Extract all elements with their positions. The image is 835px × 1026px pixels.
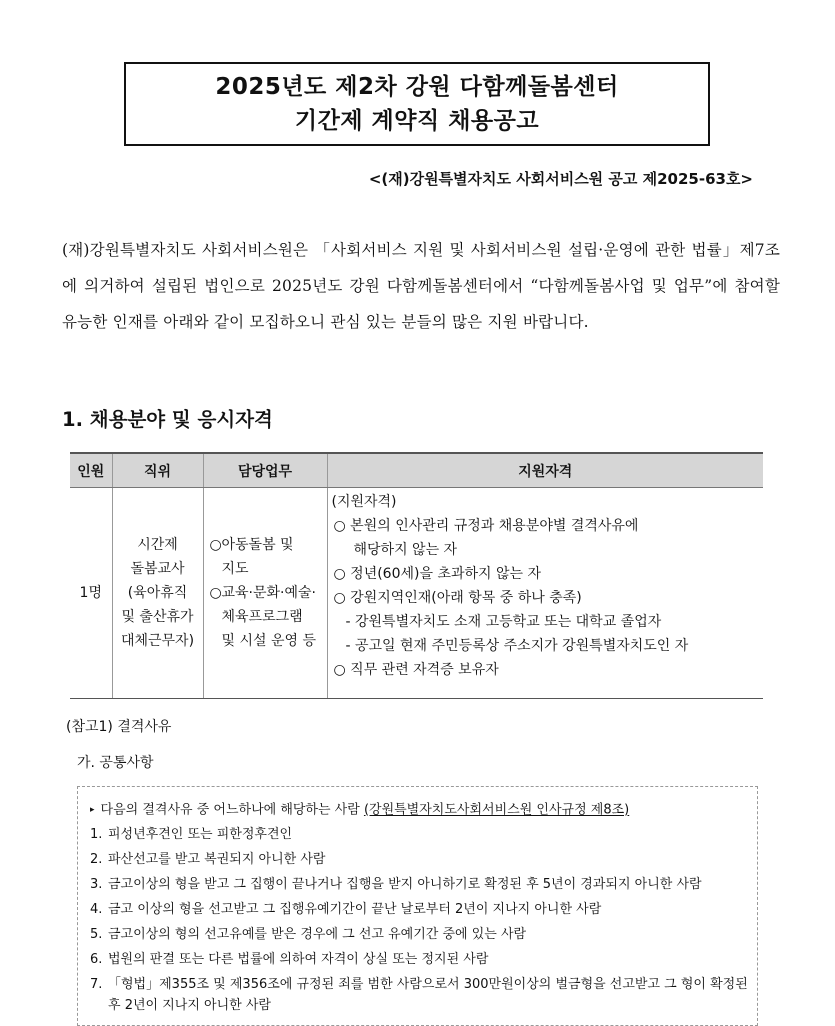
cell-qualifications — [327, 488, 763, 699]
list-item — [90, 897, 749, 922]
item-number: 7. — [90, 976, 103, 992]
position-line: 및 출산휴가 — [121, 609, 194, 625]
cell-position — [112, 488, 203, 699]
notice-number: <(재)강원특별자치도 사회서비스원 공고 제2025-63호> — [368, 170, 753, 188]
title-line-1: 2025년도 제2차 강원 다함께돌봄센터 — [215, 74, 619, 100]
item-number: 3. — [90, 876, 103, 892]
duty-line: 아동돌봄 및 — [221, 537, 294, 553]
intro-paragraph: (재)강원특별자치도 사회서비스원은 「사회서비스 지원 및 사회서비스원 설립·운영에 관한 법률」제7조에 의거하여 설립된 법인으로 2025년도 강원 다함께돌봄센터에서 “다함께돌봄사업 및 업무”에 참여할 유능한 인재를 아래와 같이 모집하오니 관심 있는 분들의 많은 지원 바랍니다. — [62, 241, 780, 331]
cell-count: 1명 — [70, 488, 112, 699]
item-number: 4. — [90, 901, 103, 917]
circle-bullet-icon: ○ — [209, 537, 222, 553]
list-item — [90, 822, 749, 847]
qualification-item: ○ 본원의 인사관리 규정과 채용분야별 결격사유에 — [333, 518, 639, 534]
header-count: 인원 — [70, 453, 112, 488]
box-heading — [90, 799, 749, 822]
position-line: 대체근무자) — [120, 633, 195, 649]
qualification-item: ○ 강원지역인재(아래 항목 중 하나 충족) — [333, 590, 582, 606]
header-duties: 담당업무 — [203, 453, 327, 488]
item-text: 금고이상의 형을 받고 그 집행이 끝나거나 집행을 받지 아니하기로 확정된 후 5년이 경과되지 아니한 사람 — [108, 876, 702, 892]
list-item — [90, 872, 749, 897]
circle-bullet-icon: ○ — [209, 585, 222, 601]
list-item — [90, 922, 749, 947]
item-text: 금고 이상의 형을 선고받고 그 집행유예기간이 끝난 날로부터 2년이 지나지 아니한 사람 — [108, 901, 602, 917]
item-text: 피성년후견인 또는 피한정후견인 — [108, 826, 293, 842]
box-heading-text: 다음의 결격사유 중 어느하나에 해당하는 사람 — [100, 802, 364, 818]
item-text: 「형법」제355조 및 제356조에 규정된 죄를 범한 사람으로서 300만원이상의 벌금형을 선고받고 그 형이 확정된 후 2년이 지나지 아니한 사람 — [108, 976, 748, 1013]
regulation-reference: (강원특별자치도사회서비스원 인사규정 제8조) — [363, 802, 630, 818]
list-item — [90, 974, 749, 1016]
item-number: 5. — [90, 926, 103, 942]
list-item — [90, 847, 749, 872]
qualification-item: ○ 직무 관련 자격증 보유자 — [333, 662, 499, 678]
reference-subtitle: 가. 공통사항 — [77, 755, 154, 771]
section-heading: 1. 채용분야 및 응시자격 — [62, 408, 273, 431]
item-number: 1. — [90, 826, 103, 842]
recruitment-table — [70, 452, 763, 699]
position-line: (육아휴직 — [127, 585, 188, 601]
item-number: 2. — [90, 851, 103, 867]
cell-duties — [203, 488, 327, 699]
header-position: 직위 — [112, 453, 203, 488]
duty-line: 교육·문화·예술· — [221, 585, 316, 601]
duty-item — [210, 581, 323, 653]
qualification-subitem: - 강원특별자치도 소재 고등학교 또는 대학교 졸업자 — [345, 614, 662, 630]
qualification-intro: (지원자격) — [331, 494, 397, 510]
duty-line: 및 시설 운영 등 — [221, 633, 316, 649]
item-text: 파산선고를 받고 복권되지 아니한 사람 — [108, 851, 326, 867]
qualification-item: ○ 정년(60세)을 초과하지 않는 자 — [333, 566, 542, 582]
position-line: 시간제 — [137, 537, 178, 553]
duty-item — [210, 533, 323, 581]
qualification-subitem: - 공고일 현재 주민등록상 주소지가 강원특별자치도인 자 — [345, 638, 689, 654]
duty-line: 지도 — [221, 561, 249, 577]
list-item — [90, 947, 749, 972]
header-qualifications: 지원자격 — [327, 453, 763, 488]
item-text: 금고이상의 형의 선고유예를 받은 경우에 그 선고 유예기간 중에 있는 사람 — [108, 926, 527, 942]
disqualification-box — [77, 786, 758, 1026]
position-line: 돌봄교사 — [130, 561, 185, 577]
duty-line: 체육프로그램 — [221, 609, 303, 625]
triangle-bullet-icon: ▸ — [90, 805, 95, 815]
title-box — [124, 62, 710, 146]
reference-title: (참고1) 결격사유 — [66, 719, 172, 735]
qualification-item-cont: 해당하지 않는 자 — [353, 542, 458, 558]
table-row — [70, 488, 763, 699]
title-line-2: 기간제 계약직 채용공고 — [294, 108, 540, 134]
item-number: 6. — [90, 951, 103, 967]
item-text: 법원의 판결 또는 다른 법률에 의하여 자격이 상실 또는 정지된 사람 — [108, 951, 489, 967]
